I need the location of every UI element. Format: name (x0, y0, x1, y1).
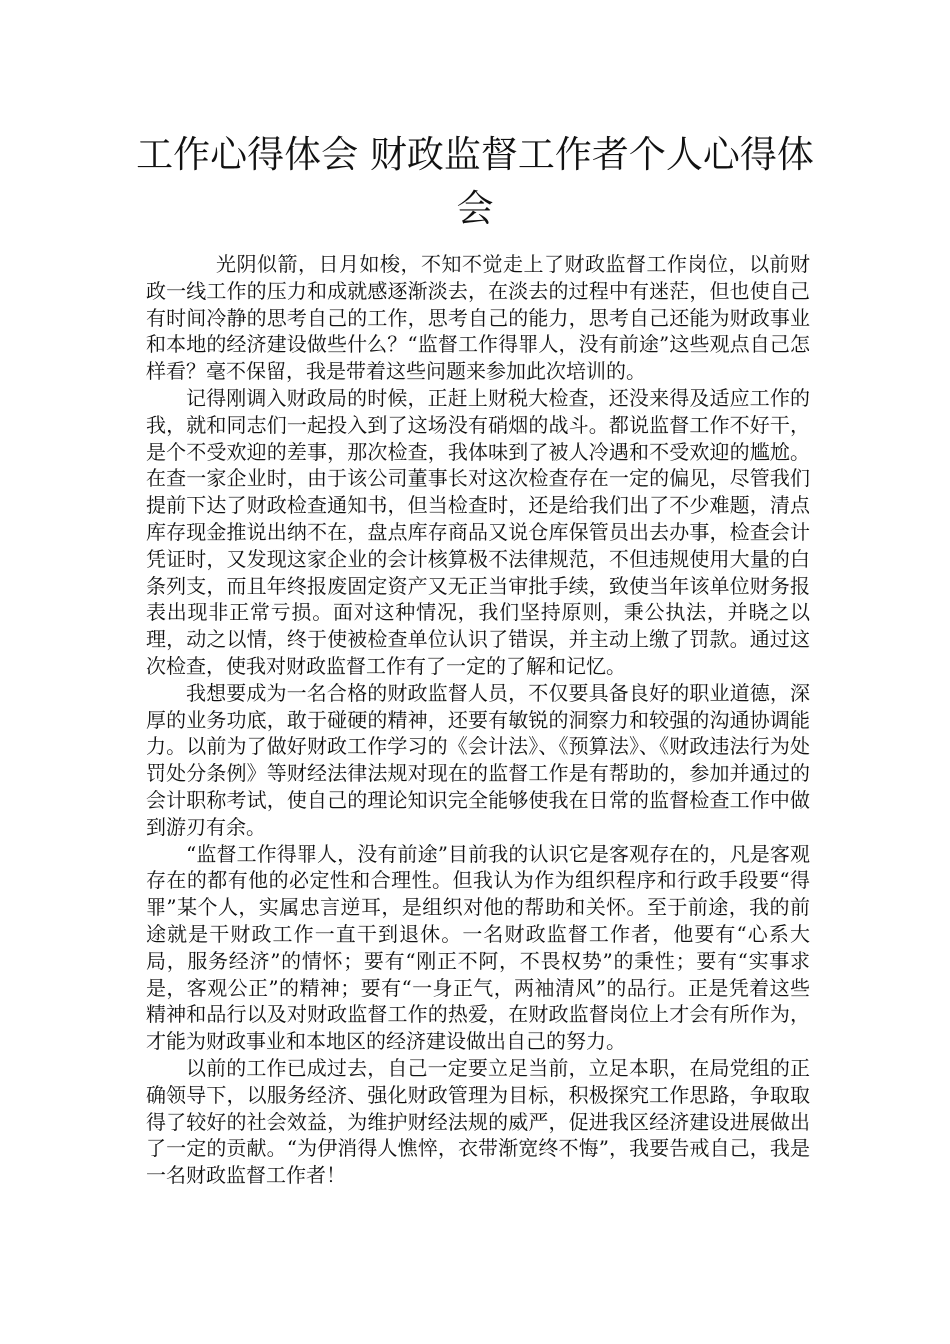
paragraph-3: 我想要成为一名合格的财政监督人员，不仅要具备良好的职业道德，深厚的业务功底，敢于碰硬的精神，还要有敏锐的洞察力和较强的沟通协调能力。以前为了做好财政工作学习的《会计法》、《预算法》、《财政违法行为处罚处分条例》等财经法律法规对现在的监督工作是有帮助的，参加并通过的会计职称考试，使自己的理论知识完全能够使我在日常的监督检查工作中做到游刃有余。 (146, 680, 810, 839)
document-body (146, 251, 810, 1189)
paragraph-2: 记得刚调入财政局的时候，正赶上财税大检查，还没来得及适应工作的我，就和同志们一起投入到了这场没有硝烟的战斗。都说监督工作不好干，是个不受欢迎的差事，那次检查，我体味到了被人冷遇和不受欢迎的尴尬。在查一家企业时，由于该公司董事长对这次检查存在一定的偏见，尽管我们提前下达了财政检查通知书，但当检查时，还是给我们出了不少难题，清点库存现金推说出纳不在，盘点库存商品又说仓库保管员出去办事，检查会计凭证时，又发现这家企业的会计核算极不法律规范，不但违规使用大量的白条列支，而且年终报废固定资产又无正当审批手续，致使当年该单位财务报表出现非正常亏损。面对这种情况，我们坚持原则，秉公执法，并晓之以理，动之以情，终于使被检查单位认识了错误，并主动上缴了罚款。通过这次检查，使我对财政监督工作有了一定的了解和记忆。 (146, 385, 810, 678)
paragraph-4: “监督工作得罪人，没有前途”目前我的认识它是客观存在的，凡是客观存在的都有他的必定性和合理性。但我认为作为组织程序和行政手段要“得罪”某个人，实属忠言逆耳，是组织对他的帮助和关怀。至于前途，我的前途就是干财政工作一直干到退休。一名财政监督工作者，他要有“心系大局，服务经济”的情怀；要有“刚正不阿，不畏权势”的秉性；要有“实事求是，客观公正”的精神；要有“一身正气，两袖清风”的品行。正是凭着这些精神和品行以及对财政监督工作的热爱，在财政监督岗位上才会有所作为，才能为财政事业和本地区的经济建设做出自己的努力。 (146, 841, 810, 1054)
document-title: 工作心得体会 财政监督工作者个人心得体会 (136, 133, 814, 230)
paragraph-5: 以前的工作已成过去，自己一定要立足当前，立足本职，在局党组的正确领导下，以服务经济、强化财政管理为目标，积极探究工作思路，争取取得了较好的社会效益，为维护财经法规的威严，促进我区经济建设进展做出了一定的贡献。“为伊消得人憔悴，衣带渐宽终不悔”，我要告戒自己，我是一名财政监督工作者！ (146, 1055, 810, 1188)
paragraph-1: 光阴似箭，日月如梭，不知不觉走上了财政监督工作岗位，以前财政一线工作的压力和成就感逐渐淡去，在淡去的过程中有迷茫，但也使自己有时间冷静的思考自己的工作，思考自己的能力，思考自己还能为财政事业和本地的经济建设做些什么？“监督工作得罪人，没有前途”这些观点自己怎样看？毫不保留，我是带着这些问题来参加此次培训的。 (146, 252, 810, 384)
